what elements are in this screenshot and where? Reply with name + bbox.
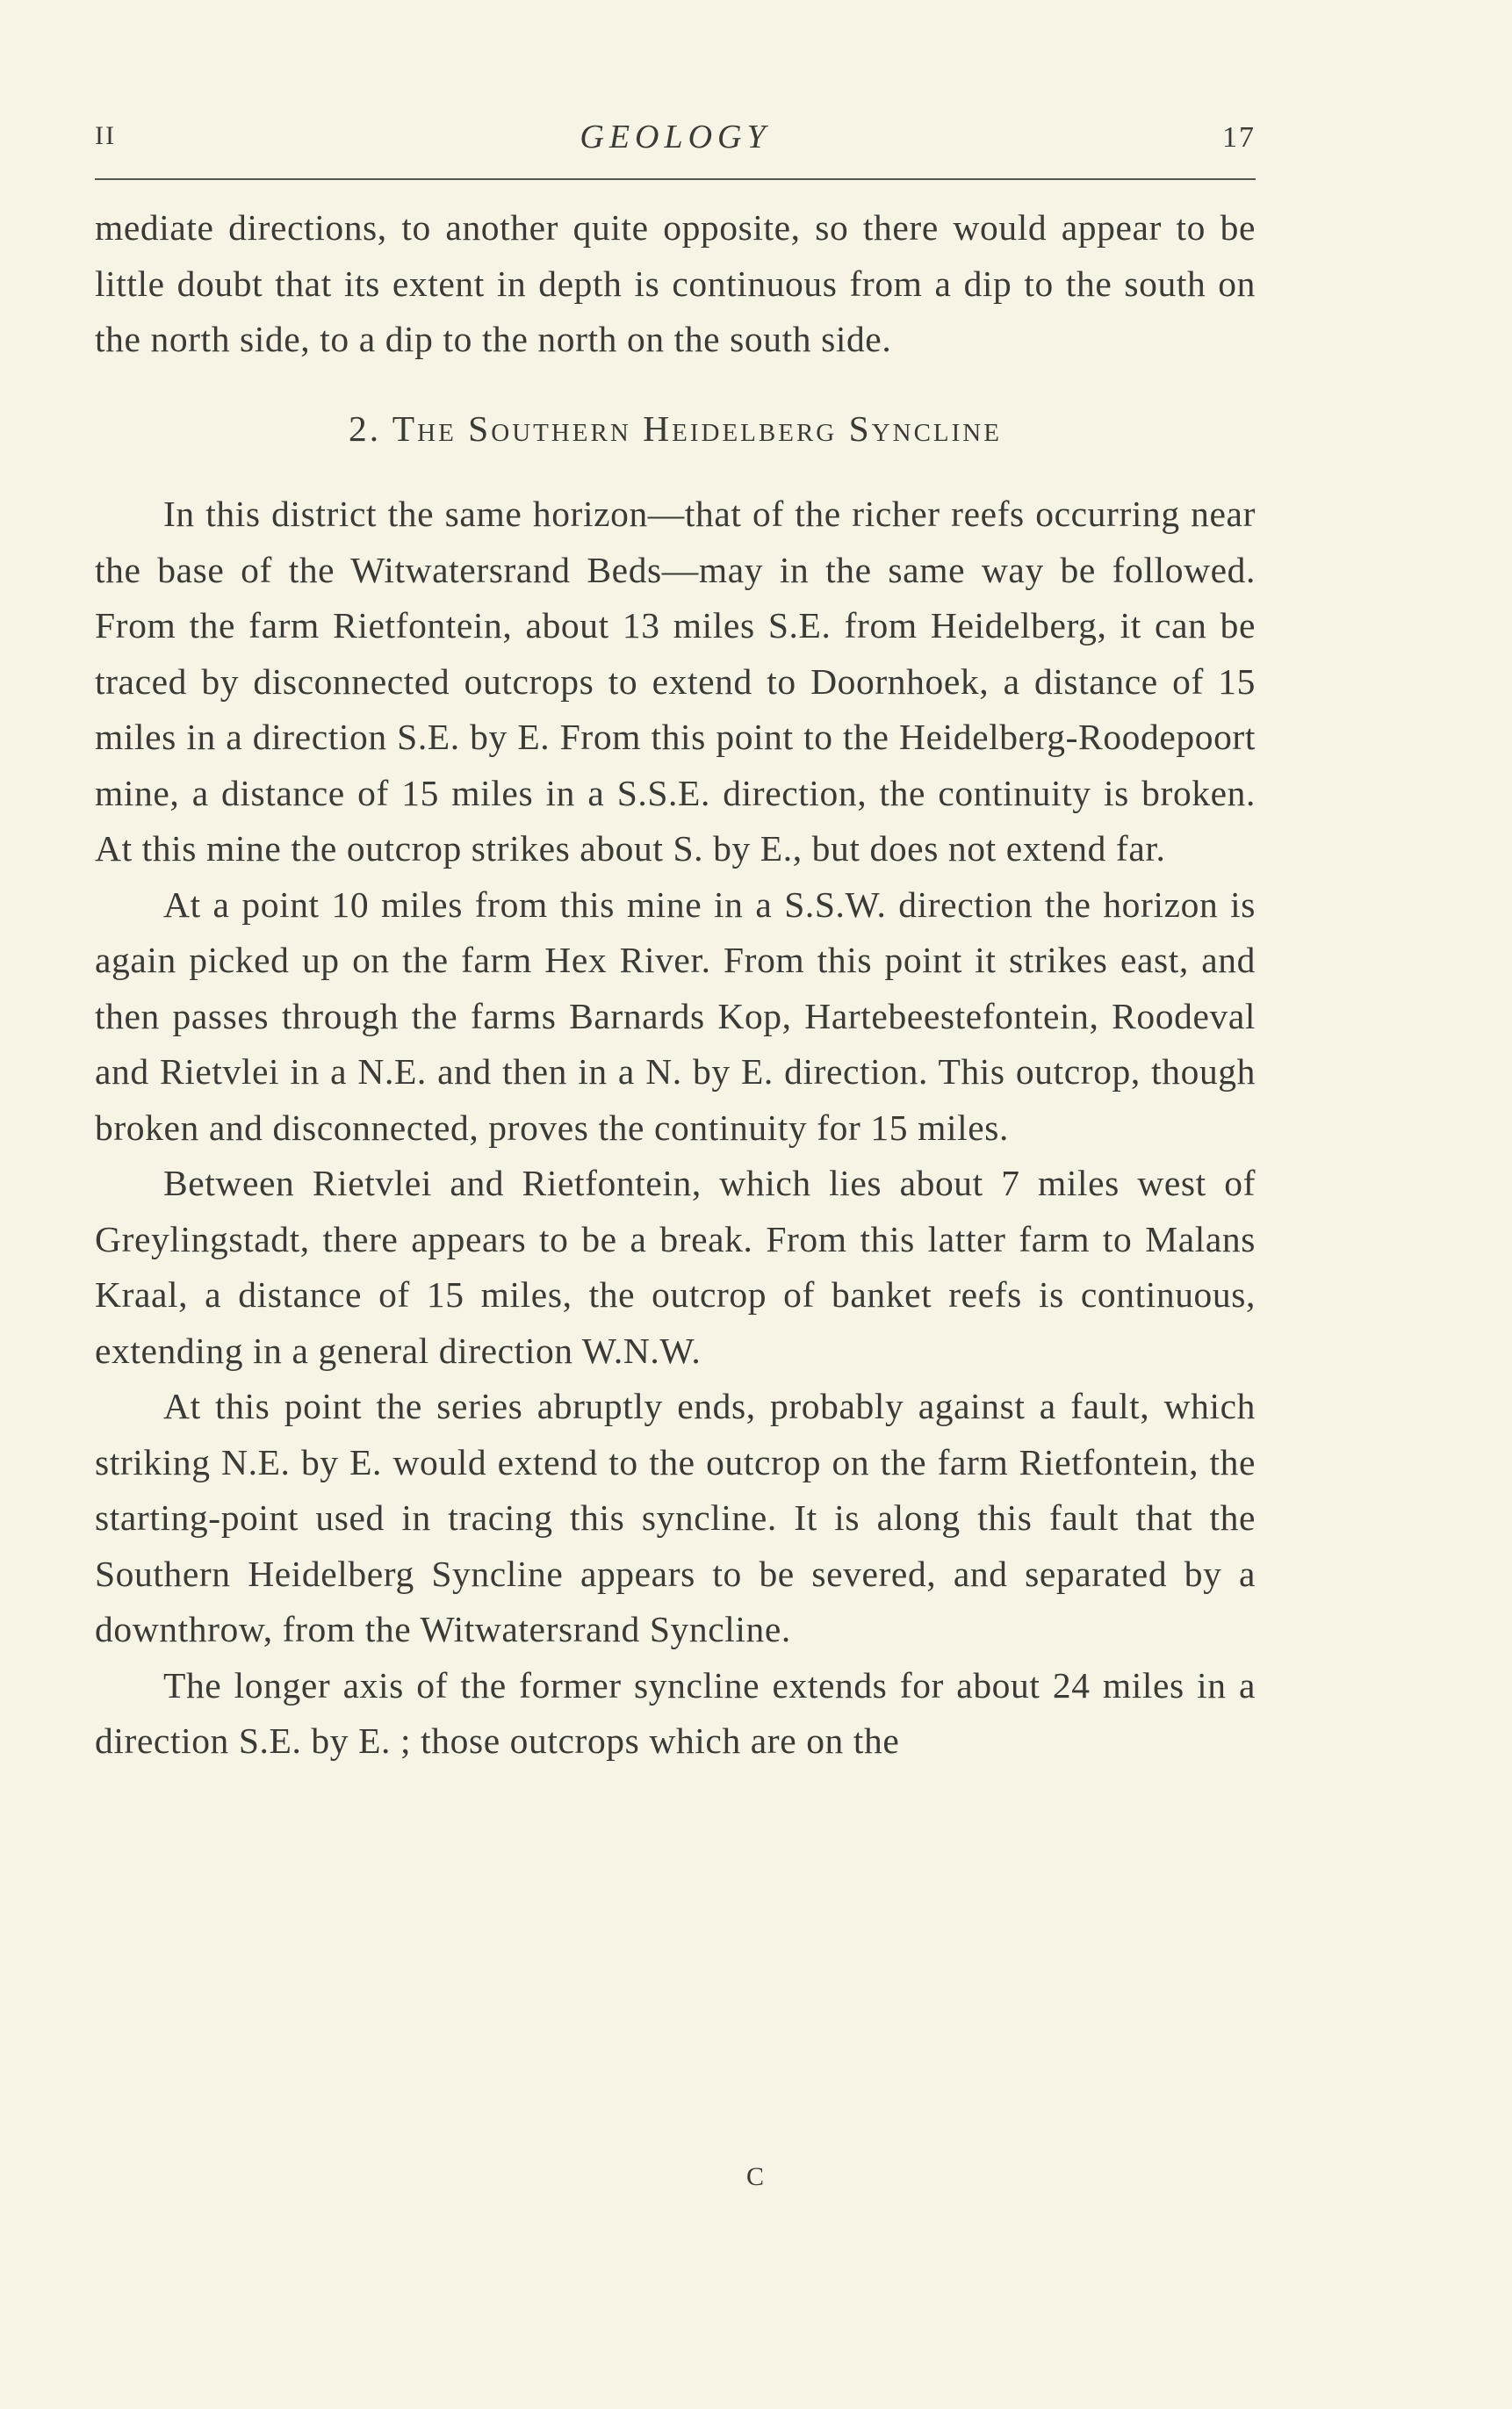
paragraph: Between Rietvlei and Rietfontein, which lies about 7 miles west of Greylingstadt, there appears to be a break. From this latter farm to Malans Kraal, a distance of 15 miles, the outcrop of banket reefs is continuous, extending in a general direction W.N.W. (95, 1163, 1256, 1371)
running-title: GEOLOGY (580, 119, 771, 155)
body-text (95, 200, 1256, 1770)
paragraph: In this district the same horizon—that of the richer reefs occurring near the base of the Witwatersrand Beds—may in the same way be followed. From the farm Rietfontein, about 13 miles S.E. from Heidelberg, it can be traced by disconnected outcrops to extend to Doornhoek, a distance of 15 miles in a direction S.E. by E. From this point to the Heidelberg-Roodepoort mine, a distance of 15 miles in a S.S.E. direction, the continuity is broken. At this mine the outcrop strikes about S. by E., but does not extend far. (95, 494, 1256, 869)
page-number: 17 (1222, 121, 1256, 154)
continued-paragraph: mediate directions, to another quite opposite, so there would appear to be little doubt that its extent in depth is continuous from a dip to the south on the north side, to a dip to the north on the south side. (95, 207, 1256, 359)
running-head (95, 112, 1256, 165)
paragraph: At a point 10 miles from this mine in a S.S.W. direction the horizon is again picked up on the farm Hex River. From this point it strikes east, and then passes through the farms Barnards Kop, Hartebeestefontein, Roodeval and Rietvlei in a N.E. and then in a N. by E. direction. This outcrop, though broken and disconnected, proves the continuity for 15 miles. (95, 884, 1256, 1148)
section-heading: 2. The Southern Heidelberg Syncline (349, 408, 1002, 449)
paragraph: At this point the series abruptly ends, probably against a fault, which striking N.E. by E. would extend to the outcrop on the farm Rietfontein, the starting-point used in tracing this syncline. It is along this fault that the Southern Heidelberg Syncline appears to be severed, and separated by a downthrow, from the Witwatersrand Syncline. (95, 1386, 1256, 1649)
paragraph: The longer axis of the former syncline extends for about 24 miles in a direction S.E. by E. ; those outcrops which are on the (95, 1664, 1256, 1761)
header-rule (95, 178, 1256, 180)
chapter-number: II (95, 121, 116, 150)
signature-mark: C (745, 2162, 766, 2191)
